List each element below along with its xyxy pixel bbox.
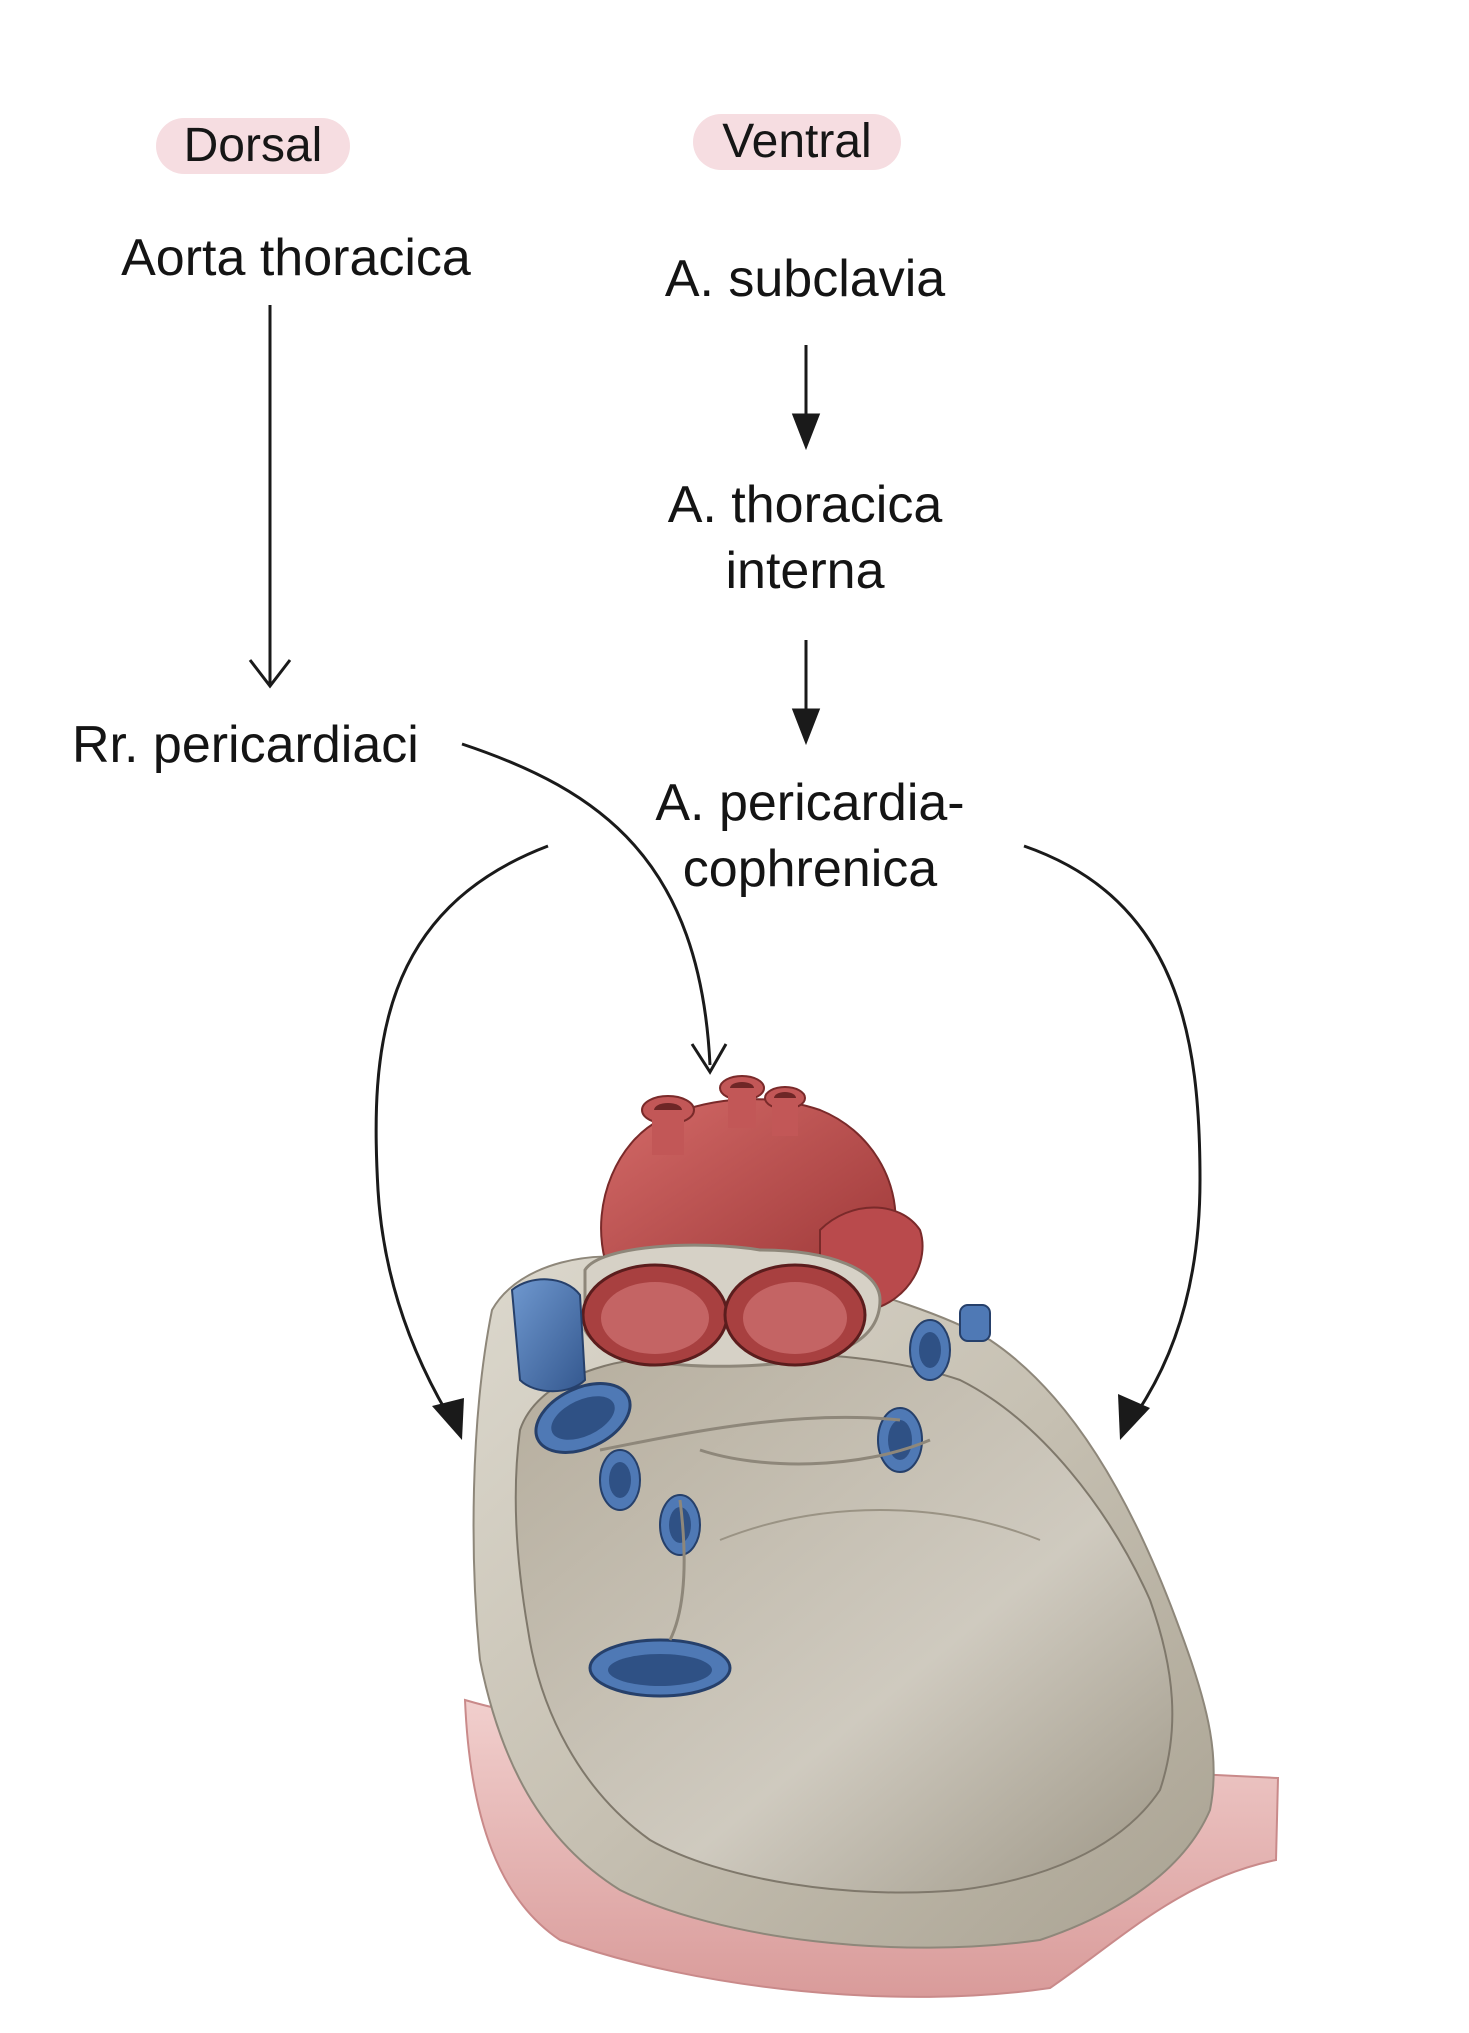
rr-pericardiaci-label: Rr. pericardiaci <box>72 716 419 774</box>
pericardiacophrenica-line1: A. pericardia- <box>655 774 965 832</box>
subclavia-label: A. subclavia <box>664 250 946 308</box>
arrowhead-left <box>432 1398 464 1440</box>
thoracica-interna-line2: interna <box>725 542 885 600</box>
aorta-thoracica-label: Aorta thoracica <box>121 229 471 287</box>
heart-illustration <box>465 1076 1278 1997</box>
thoracica-interna-label <box>640 472 970 604</box>
arrow-subclavia-to-thoracica <box>794 345 818 446</box>
arrow-pericardia-right <box>1024 846 1200 1428</box>
dorsal-header: Dorsal <box>156 118 350 174</box>
arrow-thoracica-to-pericardia <box>794 640 818 741</box>
thoracica-interna-line1: A. thoracica <box>667 476 943 534</box>
pericardiacophrenica-line2: cophrenica <box>682 840 938 898</box>
pericardiacophrenica-label <box>620 770 1000 902</box>
arrow-aorta-to-rr <box>250 305 290 686</box>
ventral-header: Ventral <box>693 114 901 170</box>
